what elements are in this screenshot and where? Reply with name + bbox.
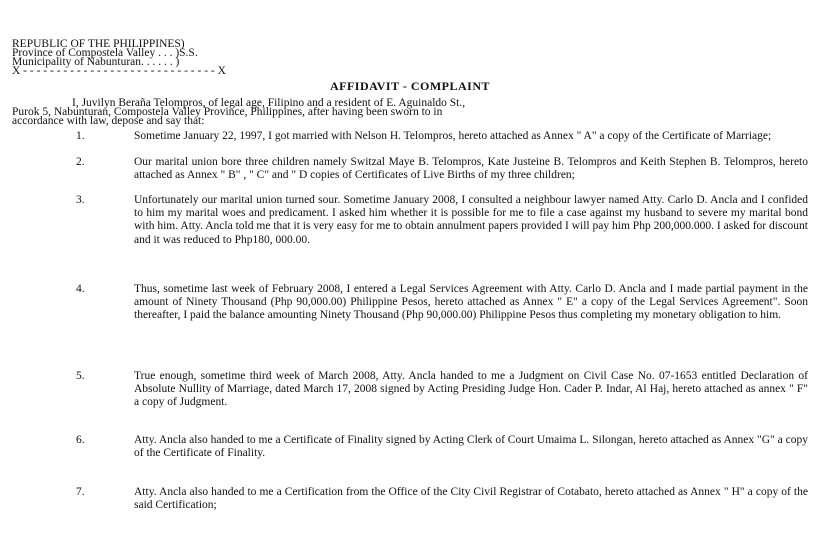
header-province: Province of Compostela Valley . . . )S.S. <box>12 47 198 59</box>
item-number: 2. <box>76 156 85 168</box>
item-text: True enough, sometime third week of March 2008, Atty. Ancla handed to me a Judgment on Civil Case No. 07-1653 entitled Declaration of Absolute Nullity of Marriage, dated March 17, 2008 signed by Acting Presiding Judge Hon. Cader P. Indar, Al Haj, hereto attached as annex " F" a copy of Judgment. <box>134 370 808 409</box>
item-number: 4. <box>76 283 85 295</box>
document-title: AFFIDAVIT - COMPLAINT <box>329 79 491 93</box>
item-text: Our marital union bore three children namely Switzal Maye B. Telompros, Kate Justeine B. Telompros and Keith Stephen B. Telompros, hereto attached as Annex " B" , " C" and " D copies of Certificates of Live Births of my three children; <box>134 156 808 182</box>
header-separator: X - - - - - - - - - - - - - - - - - - - - - - - - - - - - - X <box>12 65 226 77</box>
item-text: Atty. Ancla also handed to me a Certificate of Finality signed by Acting Clerk of Court Umaima L. Silongan, hereto attached as Annex "G" a copy of the Certificate of Finality. <box>134 434 808 460</box>
item-number: 7. <box>76 486 85 498</box>
intro-line-2: Purok 5, Nabunturan, Compostela Valley Province, Philippines, after having been sworn to in <box>12 106 443 118</box>
item-text: Sometime January 22, 1997, I got married with Nelson H. Telompros, hereto attached as Annex " A" a copy of the Certificate of Marriage; <box>134 130 772 142</box>
intro-line-3: accordance with law, depose and say that: <box>12 115 205 127</box>
item-text: Thus, sometime last week of February 2008, I entered a Legal Services Agreement with Atty. Carlo D. Ancla and I made partial payment in the amount of Ninety Thousand (Php 90,000.00) Philippine Pesos, hereto attached as Annex " E" a copy of the Legal Services Agreement". Soon thereafter, I paid the balance amounting Ninety Thousand (Php 90,000.00) Philippine Pesos thus completing my monetary obligation to him. <box>134 283 808 322</box>
header-municipality: Municipality of Nabunturan. . . . . . ) <box>12 56 180 68</box>
intro-line-1: I, Juvilyn Beraña Telompros, of legal age, Filipino and a resident of E. Aguinaldo St., <box>72 97 466 109</box>
item-number: 6. <box>76 434 85 446</box>
item-number: 5. <box>76 370 85 382</box>
header-republic: REPUBLIC OF THE PHILIPPINES) <box>12 38 185 50</box>
item-text: Unfortunately our marital union turned sour. Sometime January 2008, I consulted a neighbour lawyer named Atty. Carlo D. Ancla and I confided to him my marital woes and predicament. I asked him whether it is possible for me to file a case against my husband to severe my marital bond with him. Atty. Ancla told me that it is very easy for me to obtain annulment papers provided I will pay him Php 200,000.000. I asked for discount and it was reduced to Php180, 000.00. <box>134 194 808 246</box>
item-text: Atty. Ancla also handed to me a Certification from the Office of the City Civil Registrar of Cotabato, hereto attached as Annex " H" a copy of the said Certification; <box>134 486 808 512</box>
item-number: 1. <box>76 130 85 142</box>
item-number: 3. <box>76 194 85 206</box>
